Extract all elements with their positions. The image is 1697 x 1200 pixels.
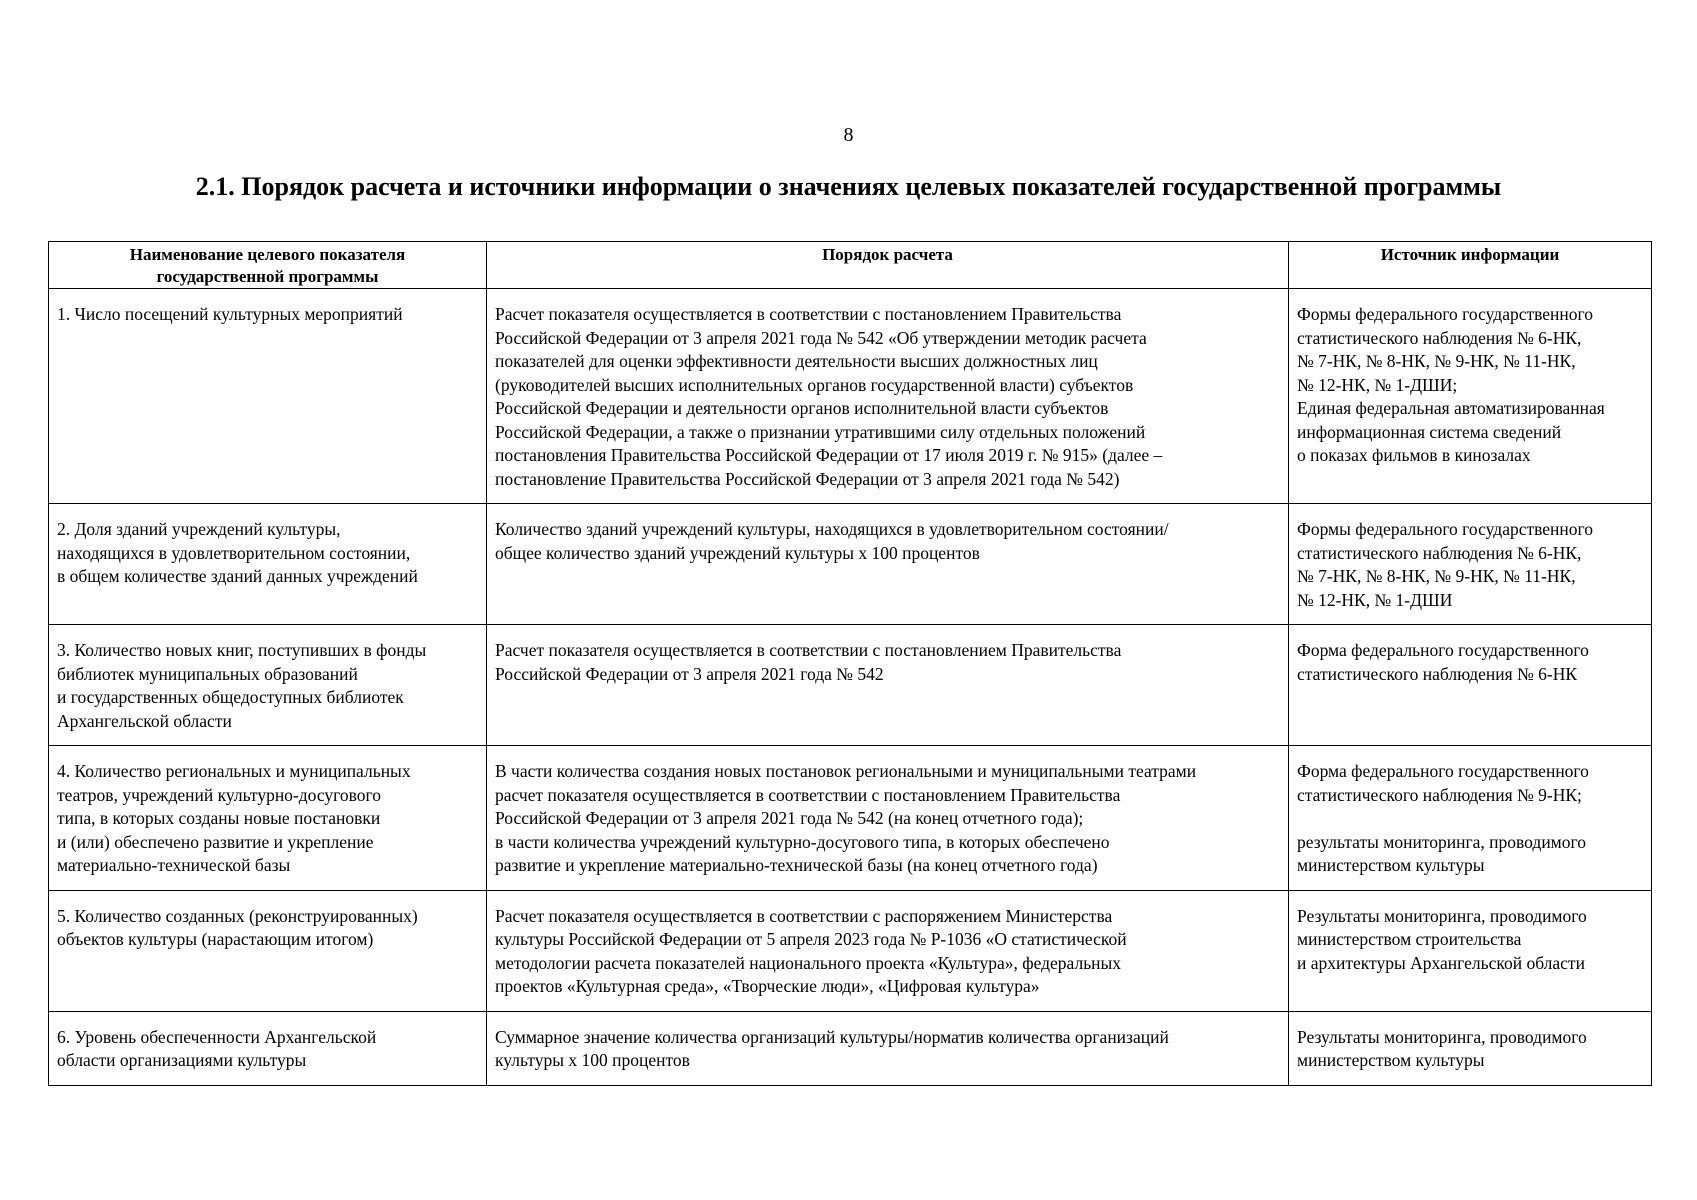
cell-text-line: типа, в которых созданы новые постановки bbox=[57, 808, 381, 828]
cell-text-line: № 7-НК, № 8-НК, № 9-НК, № 11-НК, bbox=[1297, 566, 1576, 586]
indicator-name-cell bbox=[49, 1011, 487, 1085]
cell-text-line: методологии расчета показателей национального проекта «Культура», федеральных bbox=[495, 952, 1122, 973]
cell-text-line: театров, учреждений культурно-досугового bbox=[57, 784, 382, 805]
cell-text-line: в общем количестве зданий данных учреждений bbox=[57, 566, 418, 586]
table-row bbox=[49, 746, 1652, 891]
cell-text-line: статистического наблюдения № 6-НК, bbox=[1297, 327, 1582, 348]
cell-text-line: Порядок расчета bbox=[822, 245, 953, 264]
calculation-method-cell bbox=[487, 289, 1289, 504]
calculation-method-cell bbox=[487, 890, 1289, 1011]
cell-text-line: № 12-НК, № 1-ДШИ; bbox=[1297, 374, 1458, 395]
header-indicator-name bbox=[49, 242, 487, 289]
cell-text-line: Расчет показателя осуществляется в соответствии с постановлением Правительства bbox=[495, 304, 1122, 324]
cell-text-line: статистического наблюдения № 9-НК; bbox=[1297, 784, 1582, 805]
cell-text-line: Количество зданий учреждений культуры, находящихся в удовлетворительном состоянии/ bbox=[495, 519, 1169, 539]
cell-text-line: в части количества учреждений культурно-досугового типа, в которых обеспечено bbox=[495, 831, 1110, 852]
information-source-cell bbox=[1289, 746, 1652, 891]
table-row bbox=[49, 625, 1652, 746]
cell-text-line: Расчет показателя осуществляется в соответствии с распоряжением Министерства bbox=[495, 905, 1113, 926]
information-source-cell bbox=[1289, 289, 1652, 504]
table-row bbox=[49, 890, 1652, 1011]
cell-text-line: Российской Федерации от 3 апреля 2021 года № 542 (на конец отчетного года); bbox=[495, 808, 1084, 828]
cell-text-line: объектов культуры (нарастающим итогом) bbox=[57, 929, 374, 949]
cell-text-line: Результаты мониторинга, проводимого bbox=[1297, 1026, 1587, 1047]
cell-text-line: 2. Доля зданий учреждений культуры, bbox=[57, 519, 341, 539]
indicator-name-cell bbox=[49, 890, 487, 1011]
cell-text-line: культуры x 100 процентов bbox=[495, 1050, 690, 1070]
table-row bbox=[49, 289, 1652, 504]
cell-text-line: Российской Федерации, а также о признании утратившими силу отдельных положений bbox=[495, 421, 1146, 442]
indicator-name-cell bbox=[49, 289, 487, 504]
cell-text-line: Расчет показателя осуществляется в соответствии с постановлением Правительства bbox=[495, 640, 1122, 660]
cell-text-line: Наименование целевого показателя bbox=[129, 245, 406, 264]
cell-text-line: Форма федерального государственного bbox=[1297, 761, 1589, 781]
cell-text-line: 4. Количество региональных и муниципальных bbox=[57, 761, 411, 781]
cell-text-line: развитие и укрепление материально-технической базы (на конец отчетного года) bbox=[495, 855, 1098, 875]
cell-text-line: 1. Число посещений культурных мероприятий bbox=[57, 304, 403, 324]
cell-text-line: результаты мониторинга, проводимого bbox=[1297, 831, 1586, 852]
information-source-cell bbox=[1289, 504, 1652, 625]
indicator-name-cell bbox=[49, 746, 487, 891]
cell-text-line: и (или) обеспечено развитие и укрепление bbox=[57, 831, 374, 852]
cell-text-line: статистического наблюдения № 6-НК bbox=[1297, 663, 1578, 684]
information-source-cell bbox=[1289, 890, 1652, 1011]
cell-text-line: Формы федерального государственного bbox=[1297, 304, 1594, 324]
cell-text-line: Формы федерального государственного bbox=[1297, 519, 1594, 539]
indicator-name-cell bbox=[49, 504, 487, 625]
cell-text-line: общее количество зданий учреждений культуры x 100 процентов bbox=[495, 542, 980, 563]
cell-text-line: 3. Количество новых книг, поступивших в фонды bbox=[57, 640, 427, 660]
calculation-method-cell bbox=[487, 504, 1289, 625]
cell-text-line: статистического наблюдения № 6-НК, bbox=[1297, 542, 1582, 563]
cell-text-line: Источник информации bbox=[1380, 245, 1560, 264]
calculation-method-cell bbox=[487, 746, 1289, 891]
cell-text-line: Российской Федерации и деятельности органов исполнительной власти субъектов bbox=[495, 398, 1109, 418]
cell-text-line: министерством строительства bbox=[1297, 929, 1522, 949]
cell-text-line: министерством культуры bbox=[1297, 855, 1485, 875]
cell-text-line: постановления Правительства Российской Федерации от 17 июля 2019 г. № 915» (далее – bbox=[495, 445, 1163, 465]
header-information-source bbox=[1289, 242, 1652, 289]
cell-text-line: Единая федеральная автоматизированная bbox=[1297, 398, 1605, 418]
cell-text-line: Российской Федерации от 3 апреля 2021 года № 542 bbox=[495, 663, 884, 684]
calculation-method-cell bbox=[487, 625, 1289, 746]
cell-text-line: проектов «Культурная среда», «Творческие люди», «Цифровая культура» bbox=[495, 976, 1040, 996]
cell-text-line: культуры Российской Федерации от 5 апреля 2023 года № Р-1036 «О статистической bbox=[495, 929, 1127, 949]
cell-text-line: В части количества создания новых постановок региональными и муниципальными театрами bbox=[495, 761, 1197, 781]
cell-text-line: области организациями культуры bbox=[57, 1050, 307, 1070]
cell-text-line: Суммарное значение количества организаций культуры/норматив количества организаций bbox=[495, 1026, 1169, 1047]
cell-text-line: Архангельской области bbox=[57, 710, 232, 731]
indicators-table bbox=[48, 241, 1652, 1086]
cell-text-line: (руководителей высших исполнительных органов государственной власти) субъектов bbox=[495, 374, 1134, 395]
cell-text-line: № 12-НК, № 1-ДШИ bbox=[1297, 589, 1453, 610]
page-number: 8 bbox=[843, 124, 854, 146]
header-calculation-method bbox=[487, 242, 1289, 289]
cell-text-line: № 7-НК, № 8-НК, № 9-НК, № 11-НК, bbox=[1297, 351, 1576, 371]
information-source-cell bbox=[1289, 625, 1652, 746]
cell-text-line: 5. Количество созданных (реконструированных) bbox=[57, 905, 418, 926]
cell-text-line: показателей для оценки эффективности деятельности высших должностных лиц bbox=[495, 351, 1098, 371]
cell-text-line: и архитектуры Архангельской области bbox=[1297, 952, 1585, 973]
cell-text-line: министерством культуры bbox=[1297, 1050, 1485, 1070]
cell-text-line: расчет показателя осуществляется в соответствии с постановлением Правительства bbox=[495, 784, 1121, 805]
table-row bbox=[49, 1011, 1652, 1085]
cell-text-line: государственной программы bbox=[156, 267, 379, 286]
cell-text-line: Форма федерального государственного bbox=[1297, 640, 1589, 660]
cell-text-line: о показах фильмов в кинозалах bbox=[1297, 445, 1531, 465]
cell-text-line: Результаты мониторинга, проводимого bbox=[1297, 905, 1587, 926]
table-header-row bbox=[49, 242, 1652, 289]
cell-text-line: находящихся в удовлетворительном состоянии, bbox=[57, 542, 411, 563]
cell-text-line: информационная система сведений bbox=[1297, 421, 1562, 442]
page-title: 2.1. Порядок расчета и источники информации о значениях целевых показателей государственной программы bbox=[195, 172, 1502, 201]
cell-text-line: и государственных общедоступных библиотек bbox=[57, 687, 404, 707]
cell-text-line: Российской Федерации от 3 апреля 2021 года № 542 «Об утверждении методик расчета bbox=[495, 327, 1147, 348]
cell-text-line: постановление Правительства Российской Федерации от 3 апреля 2021 года № 542) bbox=[495, 468, 1120, 489]
cell-text-line bbox=[1297, 807, 1643, 831]
table-row bbox=[49, 504, 1652, 625]
calculation-method-cell bbox=[487, 1011, 1289, 1085]
indicator-name-cell bbox=[49, 625, 487, 746]
cell-text-line: библиотек муниципальных образований bbox=[57, 663, 358, 684]
cell-text-line: материально-технической базы bbox=[57, 855, 291, 875]
information-source-cell bbox=[1289, 1011, 1652, 1085]
cell-text-line: 6. Уровень обеспеченности Архангельской bbox=[57, 1026, 377, 1047]
